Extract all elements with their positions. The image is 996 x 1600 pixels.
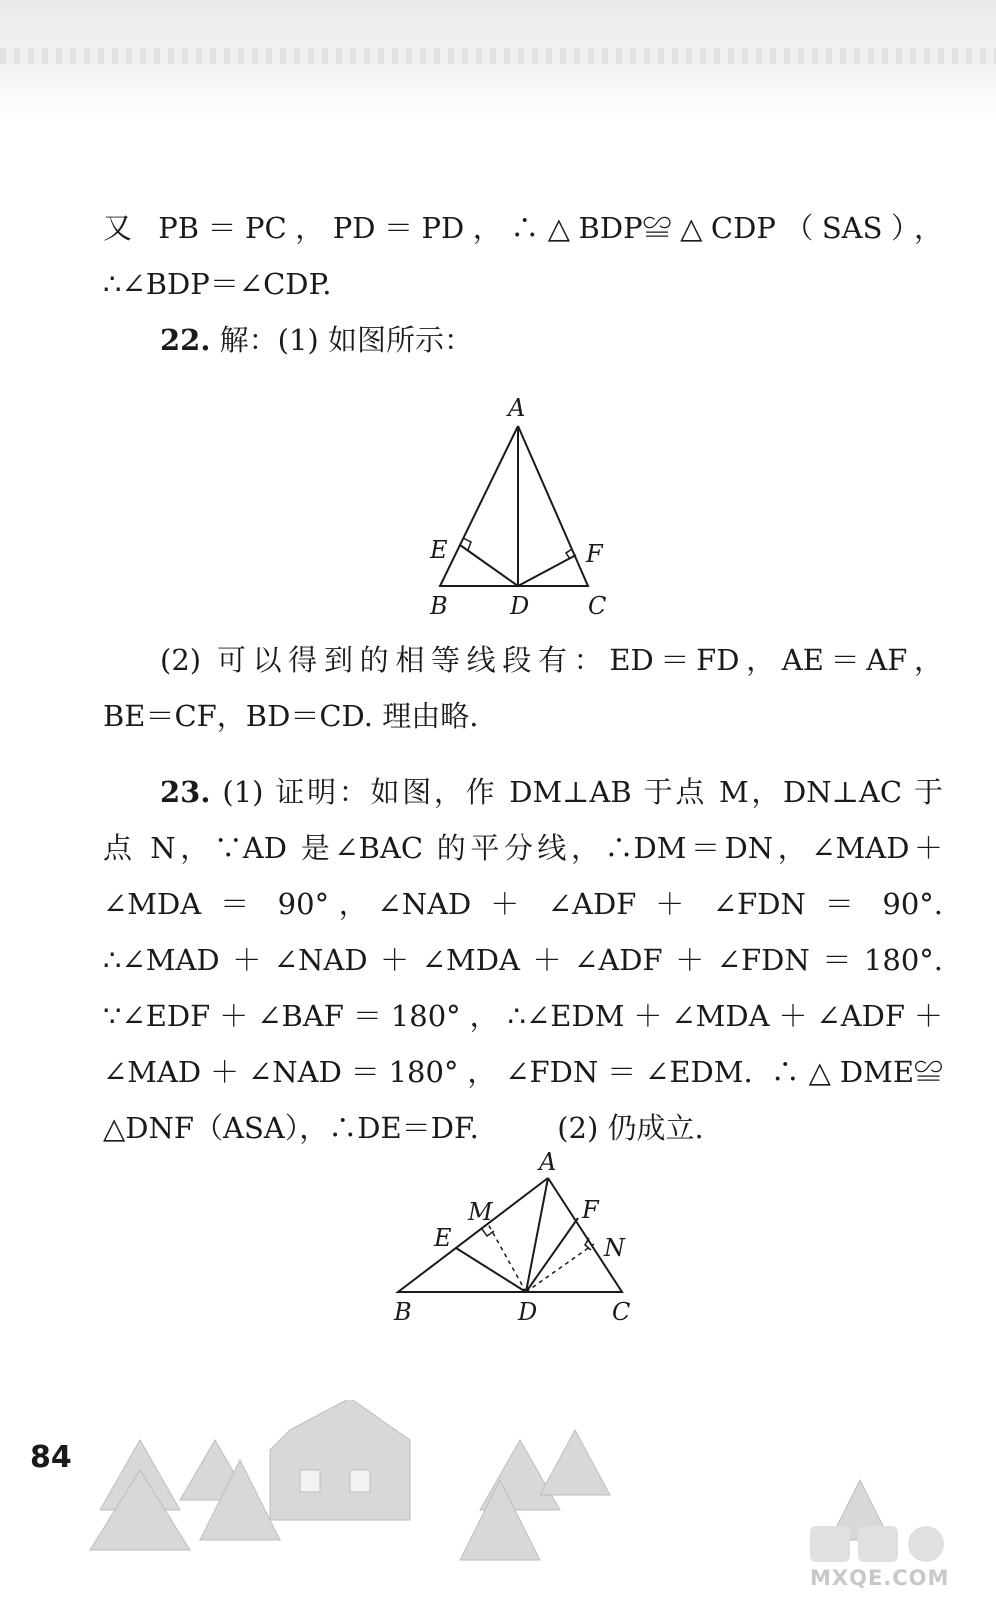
label-e: E bbox=[434, 1224, 452, 1252]
text-line: 又 PB＝PC，PD＝PD，∴△BDP≌△CDP（SAS）， bbox=[103, 211, 943, 245]
house-icon bbox=[270, 1400, 410, 1520]
segment-de bbox=[460, 545, 518, 586]
question-22-part2: (2) 可以得到的相等线段有：ED＝FD，AE＝AF， bbox=[160, 643, 943, 677]
segment-dn bbox=[526, 1244, 594, 1292]
question-23-line: ∴∠MAD＋∠NAD＋∠MDA＋∠ADF＋∠FDN＝180°. bbox=[103, 943, 943, 977]
watermark-url: MXQE.COM bbox=[810, 1566, 950, 1590]
question-text: 解：(1) 如图所示： bbox=[219, 323, 473, 357]
label-f: F bbox=[582, 1196, 599, 1224]
window-icon bbox=[300, 1470, 320, 1492]
question-22-part2-cont: BE＝CF，BD＝CD. 理由略. bbox=[103, 699, 479, 733]
label-c: C bbox=[588, 592, 607, 620]
triangle-abc bbox=[440, 426, 588, 586]
triangle-diagram-2 bbox=[386, 1148, 646, 1338]
label-c: C bbox=[612, 1298, 631, 1326]
question-23-line: ∠MAD＋∠NAD＝180°，∠FDN＝∠EDM. ∴△DME≌ bbox=[103, 1055, 943, 1089]
segment-df bbox=[518, 555, 576, 586]
tree-icon bbox=[540, 1430, 610, 1495]
triangle-diagram bbox=[420, 390, 620, 630]
label-m: M bbox=[468, 1198, 493, 1226]
label-b: B bbox=[394, 1298, 412, 1326]
question-text: (2) 仍成立. bbox=[557, 1111, 704, 1145]
header-decoration bbox=[0, 0, 996, 120]
watermark-logo bbox=[800, 1520, 990, 1590]
page-number: 84 bbox=[30, 1440, 72, 1475]
segment-dm bbox=[488, 1224, 526, 1292]
question-22-intro bbox=[160, 318, 943, 362]
question-23-line: ∠MDA ＝ 90°，∠NAD ＋ ∠ADF ＋ ∠FDN ＝ 90°. bbox=[103, 887, 943, 921]
figure-angle-bisector bbox=[386, 1148, 646, 1338]
right-angle-m bbox=[482, 1229, 494, 1236]
question-number: 22. bbox=[160, 323, 211, 357]
text-line: ∴∠BDP＝∠CDP. bbox=[103, 267, 332, 301]
figure-isosceles-triangle bbox=[420, 390, 620, 630]
question-23-line bbox=[103, 1106, 943, 1150]
label-f: F bbox=[586, 540, 603, 568]
label-d: D bbox=[510, 592, 530, 620]
label-e: E bbox=[430, 536, 448, 564]
question-23-line bbox=[160, 770, 943, 814]
question-23-line: ∵∠EDF＋∠BAF＝180°，∴∠EDM＋∠MDA＋∠ADF＋ bbox=[103, 999, 943, 1033]
question-number: 23. bbox=[160, 775, 211, 809]
label-b: B bbox=[430, 592, 448, 620]
question-text: (1) 证明：如图，作 DM⊥AB 于点 M，DN⊥AC 于 bbox=[222, 775, 943, 809]
label-n: N bbox=[604, 1234, 625, 1262]
question-23-line: 点 N，∵AD 是∠BAC 的平分线，∴DM＝DN，∠MAD＋ bbox=[103, 831, 943, 865]
label-d: D bbox=[518, 1298, 538, 1326]
label-a: A bbox=[508, 394, 526, 422]
window-icon bbox=[350, 1470, 370, 1492]
watermark-icon bbox=[800, 1520, 990, 1566]
label-a: A bbox=[539, 1148, 557, 1176]
segment-de bbox=[456, 1248, 526, 1292]
snow-border bbox=[0, 48, 996, 64]
question-text: △DNF（ASA），∴DE＝DF. bbox=[103, 1111, 479, 1145]
